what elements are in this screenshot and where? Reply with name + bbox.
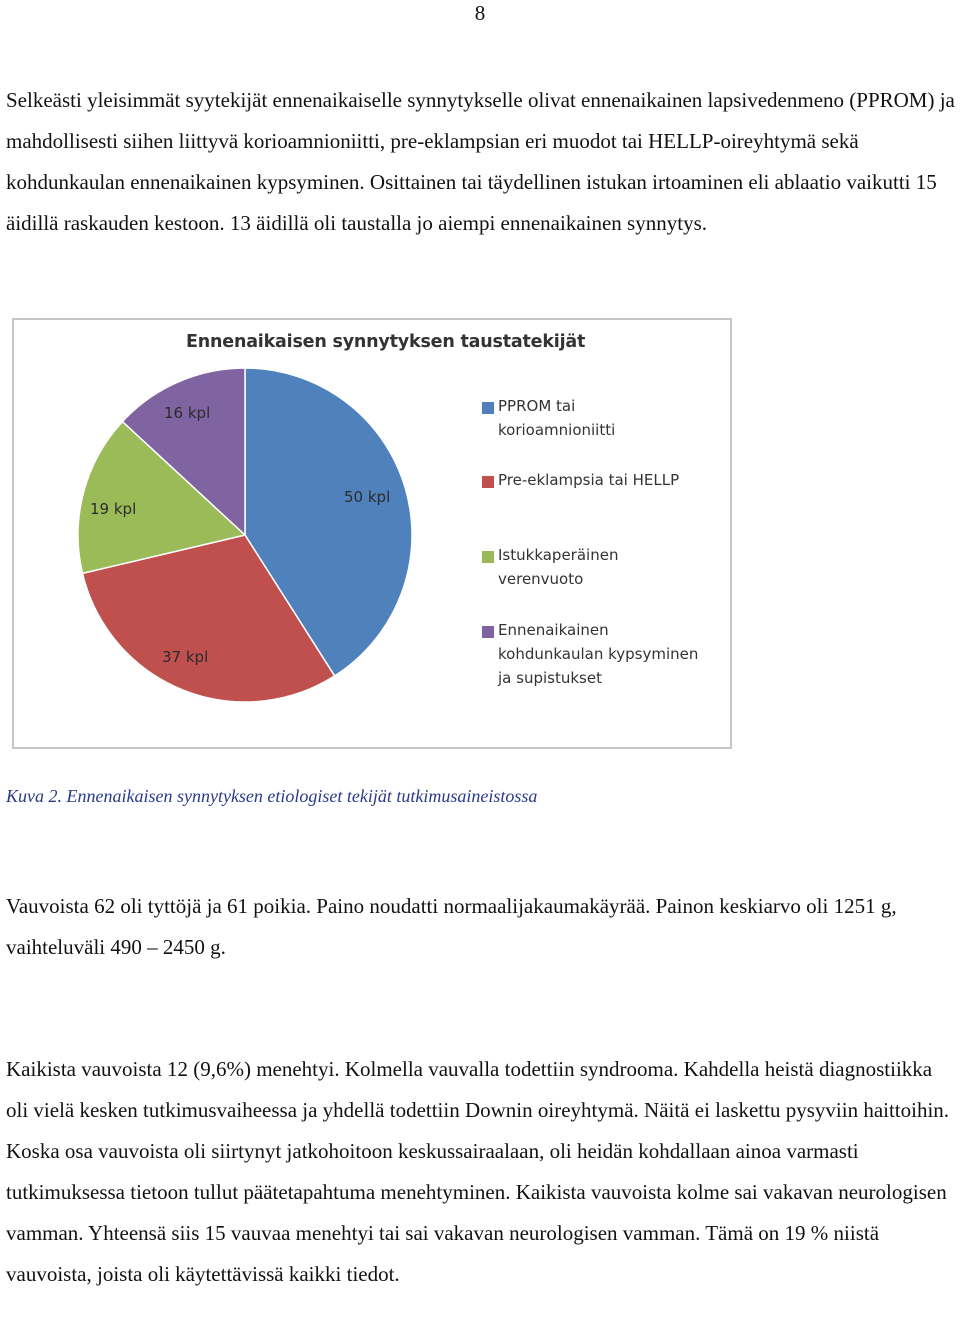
figure-caption: Kuva 2. Ennenaikaisen synnytyksen etiologiset tekijät tutkimusaineistossa	[6, 786, 538, 806]
chart-title: Ennenaikaisen synnytyksen taustatekijät	[186, 332, 586, 352]
legend-swatch	[482, 402, 494, 414]
legend-item	[482, 547, 718, 591]
paragraph-weights: Vauvoista 62 oli tyttöjä ja 61 poikia. Paino noudatti normaalijakaumakäyrää. Painon keskiarvo oli 1251 g, vaihteluväli 490 – 2450 g.	[6, 894, 897, 959]
legend-swatch	[482, 626, 494, 638]
slice-data-label: 19 kpl	[90, 500, 137, 518]
legend-item	[482, 622, 718, 690]
legend-label: PPROM tai korioamnioniitti	[498, 397, 616, 439]
slice-data-label: 16 kpl	[164, 404, 211, 422]
legend-label: Ennenaikainen kohdunkaulan kypsyminen ja supistukset	[498, 621, 699, 687]
paragraph-causes: Selkeästi yleisimmät syytekijät ennenaikaiselle synnytykselle olivat ennenaikainen lapsivedenmeno (PPROM) ja mahdollisesti siihen liittyvä korioamnioniitti, pre-eklampsian eri muodot tai HELLP-oireyhtymä sekä kohdunkaulan ennenaikainen kypsyminen. Osittainen tai täydellinen istukan irtoaminen eli ablaatio vaikutti 15 äidillä raskauden kestoon. 13 äidillä oli taustalla jo aiempi ennenaikainen synnytys.	[6, 88, 955, 235]
legend-label: Pre-eklampsia tai HELLP	[498, 471, 680, 489]
legend-item	[482, 398, 718, 442]
legend-item	[482, 472, 718, 492]
pie-chart-figure	[12, 318, 732, 749]
legend-swatch	[482, 551, 494, 563]
slice-data-label: 50 kpl	[344, 488, 391, 506]
legend-swatch	[482, 476, 494, 488]
paragraph-outcomes: Kaikista vauvoista 12 (9,6%) menehtyi. Kolmella vauvalla todettiin syndrooma. Kahdella heistä diagnostiikka oli vielä kesken tutkimusvaiheessa ja yhdellä todettiin Downin oireyhtymä. Näitä ei laskettu pysyviin haittoihin. Koska osa vauvoista oli siirtynyt jatkohoitoon keskussairaalaan, oli heidän kohdallaan ainoa varmasti tutkimuksessa tietoon tullut päätetapahtuma menehtyminen. Kaikista vauvoista kolme sai vakavan neurologisen vamman. Yhteensä siis 15 vauvaa menehtyi tai sai vakavan neurologisen vamman. Tämä on 19 % niistä vauvoista, joista oli käytettävissä kaikki tiedot.	[6, 1057, 950, 1286]
page-number: 8	[474, 1, 486, 25]
slice-data-label: 37 kpl	[162, 648, 209, 666]
legend-label: Istukkaperäinen verenvuoto	[498, 546, 619, 588]
